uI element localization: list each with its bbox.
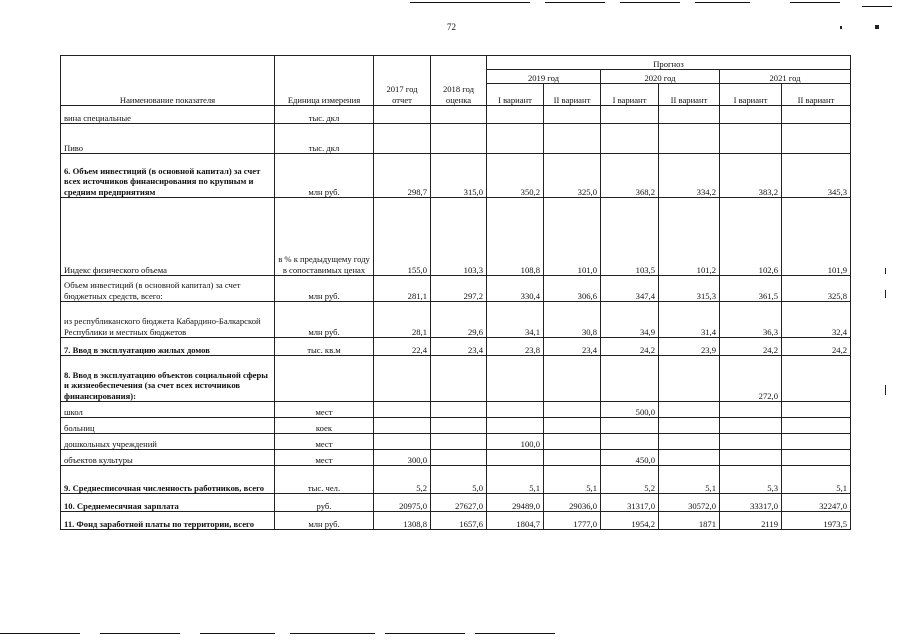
value-cell: 103,3 [431, 198, 487, 276]
value-cell [720, 450, 782, 466]
value-cell [544, 434, 601, 450]
value-cell [431, 434, 487, 450]
value-cell [720, 418, 782, 434]
row-name: 10. Среднемесячная зарплата [61, 494, 275, 512]
value-cell: 23,4 [544, 338, 601, 356]
table-row [61, 338, 851, 356]
scan-mark [885, 268, 886, 274]
row-unit: млн руб. [275, 302, 374, 338]
value-cell: 34,9 [601, 302, 659, 338]
value-cell [659, 418, 720, 434]
value-cell [431, 106, 487, 124]
scan-mark [885, 385, 886, 395]
value-cell: 300,0 [374, 450, 431, 466]
row-name: школ [61, 402, 275, 418]
table-row [61, 124, 851, 154]
value-cell: 20975,0 [374, 494, 431, 512]
row-unit: мест [275, 434, 374, 450]
row-unit: тыс. дкл [275, 124, 374, 154]
value-cell [659, 106, 720, 124]
value-cell [544, 450, 601, 466]
value-cell: 24,2 [782, 338, 851, 356]
value-cell: 347,4 [601, 276, 659, 302]
value-cell: 29036,0 [544, 494, 601, 512]
value-cell: 298,7 [374, 154, 431, 198]
row-unit: млн руб. [275, 154, 374, 198]
value-cell: 30572,0 [659, 494, 720, 512]
value-cell: 5,3 [720, 466, 782, 494]
value-cell: 102,6 [720, 198, 782, 276]
header-variant-2: II вариант [659, 84, 720, 106]
value-cell [659, 356, 720, 402]
value-cell: 1777,0 [544, 512, 601, 530]
value-cell: 334,2 [659, 154, 720, 198]
scan-mark [885, 290, 886, 298]
value-cell: 34,1 [487, 302, 544, 338]
value-cell: 36,3 [720, 302, 782, 338]
row-name: Объем инвестиций (в основной капитал) за счет бюджетных средств, всего: [61, 276, 275, 302]
value-cell: 101,0 [544, 198, 601, 276]
value-cell: 281,1 [374, 276, 431, 302]
value-cell [659, 124, 720, 154]
value-cell: 315,3 [659, 276, 720, 302]
row-unit: в % к предыдущему году в сопоставимых ценах [275, 198, 374, 276]
bottom-scan-rule [290, 633, 375, 634]
row-unit: коек [275, 418, 374, 434]
top-scan-rule [620, 2, 680, 3]
value-cell [601, 434, 659, 450]
table-row [61, 154, 851, 198]
top-scan-rule [862, 6, 892, 7]
header-2018: 2018 год оценка [431, 56, 487, 106]
value-cell [431, 124, 487, 154]
row-unit: руб. [275, 494, 374, 512]
row-name: Индекс физического объема [61, 198, 275, 276]
bottom-scan-rule [100, 633, 180, 634]
row-unit: мест [275, 402, 374, 418]
table-row [61, 450, 851, 466]
row-name: вина специальные [61, 106, 275, 124]
value-cell: 31317,0 [601, 494, 659, 512]
value-cell: 306,6 [544, 276, 601, 302]
value-cell [659, 402, 720, 418]
table-row [61, 402, 851, 418]
value-cell: 450,0 [601, 450, 659, 466]
value-cell: 5,1 [544, 466, 601, 494]
value-cell: 361,5 [720, 276, 782, 302]
row-unit: мест [275, 450, 374, 466]
value-cell [720, 434, 782, 450]
value-cell [544, 124, 601, 154]
bottom-scan-rule [0, 633, 80, 634]
value-cell [601, 124, 659, 154]
table-row [61, 512, 851, 530]
table-row [61, 494, 851, 512]
value-cell: 32,4 [782, 302, 851, 338]
value-cell: 103,5 [601, 198, 659, 276]
value-cell [782, 356, 851, 402]
table-row [61, 434, 851, 450]
value-cell: 500,0 [601, 402, 659, 418]
value-cell [374, 356, 431, 402]
page-number: 72 [447, 22, 456, 32]
value-cell [374, 402, 431, 418]
row-unit: тыс. дкл [275, 106, 374, 124]
value-cell: 1308,8 [374, 512, 431, 530]
value-cell [782, 418, 851, 434]
value-cell: 368,2 [601, 154, 659, 198]
header-name-col: Наименование показателя [61, 56, 275, 106]
value-cell: 5,1 [659, 466, 720, 494]
value-cell: 5,2 [601, 466, 659, 494]
value-cell: 100,0 [487, 434, 544, 450]
forecast-table [60, 55, 851, 530]
header-forecast: Прогноз [487, 56, 851, 70]
value-cell [487, 418, 544, 434]
row-name: 7. Ввод в эксплуатацию жилых домов [61, 338, 275, 356]
header-2019: 2019 год [487, 70, 601, 84]
value-cell [782, 402, 851, 418]
value-cell: 1973,5 [782, 512, 851, 530]
value-cell [782, 106, 851, 124]
value-cell [782, 434, 851, 450]
value-cell: 297,2 [431, 276, 487, 302]
value-cell [659, 450, 720, 466]
header-variant-1: I вариант [720, 84, 782, 106]
value-cell: 1657,6 [431, 512, 487, 530]
value-cell [431, 356, 487, 402]
value-cell: 22,4 [374, 338, 431, 356]
row-name: объектов культуры [61, 450, 275, 466]
value-cell [601, 356, 659, 402]
row-name: больниц [61, 418, 275, 434]
value-cell: 23,4 [431, 338, 487, 356]
value-cell [782, 450, 851, 466]
row-unit: тыс. кв.м [275, 338, 374, 356]
value-cell: 1954,2 [601, 512, 659, 530]
top-scan-rule [410, 2, 530, 3]
value-cell [544, 402, 601, 418]
value-cell: 155,0 [374, 198, 431, 276]
value-cell [431, 418, 487, 434]
value-cell [720, 402, 782, 418]
value-cell: 345,3 [782, 154, 851, 198]
row-name: 11. Фонд заработной платы по территории, всего [61, 512, 275, 530]
table-row [61, 356, 851, 402]
value-cell: 27627,0 [431, 494, 487, 512]
value-cell: 32247,0 [782, 494, 851, 512]
value-cell: 1871 [659, 512, 720, 530]
row-name: Пиво [61, 124, 275, 154]
value-cell [544, 356, 601, 402]
table-row [61, 198, 851, 276]
value-cell [374, 418, 431, 434]
value-cell: 101,2 [659, 198, 720, 276]
value-cell: 350,2 [487, 154, 544, 198]
value-cell: 30,8 [544, 302, 601, 338]
value-cell: 5,1 [487, 466, 544, 494]
row-unit: млн руб. [275, 512, 374, 530]
value-cell: 24,2 [601, 338, 659, 356]
value-cell: 325,8 [782, 276, 851, 302]
value-cell [720, 124, 782, 154]
value-cell: 5,1 [782, 466, 851, 494]
row-unit: тыс. чел. [275, 466, 374, 494]
value-cell: 31,4 [659, 302, 720, 338]
header-2021: 2021 год [720, 70, 851, 84]
top-scan-rule [695, 2, 750, 3]
row-name: из республиканского бюджета Кабардино-Балкарской Республики и местных бюджетов [61, 302, 275, 338]
bottom-scan-rule [200, 633, 275, 634]
value-cell: 24,2 [720, 338, 782, 356]
header-unit-col: Единица измерения [275, 56, 374, 106]
value-cell [544, 418, 601, 434]
value-cell [782, 124, 851, 154]
scan-mark [875, 25, 879, 29]
value-cell [431, 450, 487, 466]
value-cell: 5,0 [431, 466, 487, 494]
value-cell: 108,8 [487, 198, 544, 276]
table-row [61, 276, 851, 302]
value-cell [374, 106, 431, 124]
value-cell: 28,1 [374, 302, 431, 338]
header-variant-2: II вариант [782, 84, 851, 106]
value-cell [431, 402, 487, 418]
value-cell: 383,2 [720, 154, 782, 198]
value-cell [374, 124, 431, 154]
value-cell [487, 450, 544, 466]
table-row [61, 302, 851, 338]
row-name: дошкольных учреждений [61, 434, 275, 450]
value-cell [487, 124, 544, 154]
header-variant-2: II вариант [544, 84, 601, 106]
value-cell [487, 356, 544, 402]
value-cell: 272,0 [720, 356, 782, 402]
value-cell: 1804,7 [487, 512, 544, 530]
top-scan-rule [790, 2, 840, 3]
header-variant-1: I вариант [601, 84, 659, 106]
value-cell: 29489,0 [487, 494, 544, 512]
value-cell: 29,6 [431, 302, 487, 338]
header-2020: 2020 год [601, 70, 720, 84]
value-cell [720, 106, 782, 124]
value-cell [487, 106, 544, 124]
value-cell [544, 106, 601, 124]
bottom-scan-rule [385, 633, 465, 634]
header-variant-1: I вариант [487, 84, 544, 106]
value-cell [374, 434, 431, 450]
bottom-scan-rule [475, 633, 555, 634]
row-unit: млн руб. [275, 276, 374, 302]
table-row [61, 466, 851, 494]
value-cell: 325,0 [544, 154, 601, 198]
value-cell: 101,9 [782, 198, 851, 276]
value-cell: 2119 [720, 512, 782, 530]
row-unit [275, 356, 374, 402]
table-row [61, 418, 851, 434]
scan-mark [840, 26, 842, 29]
row-name: 6. Объем инвестиций (в основной капитал) за счет всех источников финансирования по крупным и средним предприятиям [61, 154, 275, 198]
value-cell [601, 418, 659, 434]
table-row [61, 106, 851, 124]
value-cell: 23,8 [487, 338, 544, 356]
value-cell [659, 434, 720, 450]
value-cell: 330,4 [487, 276, 544, 302]
header-2017: 2017 год отчет [374, 56, 431, 106]
row-name: 9. Среднесписочная численность работников, всего [61, 466, 275, 494]
value-cell: 33317,0 [720, 494, 782, 512]
value-cell [487, 402, 544, 418]
top-scan-rule [545, 2, 605, 3]
value-cell: 5,2 [374, 466, 431, 494]
value-cell: 23,9 [659, 338, 720, 356]
value-cell [601, 106, 659, 124]
row-name: 8. Ввод в эксплуатацию объектов социальной сферы и жизнеобеспечения (за счет всех источников финансирования): [61, 356, 275, 402]
value-cell: 315,0 [431, 154, 487, 198]
